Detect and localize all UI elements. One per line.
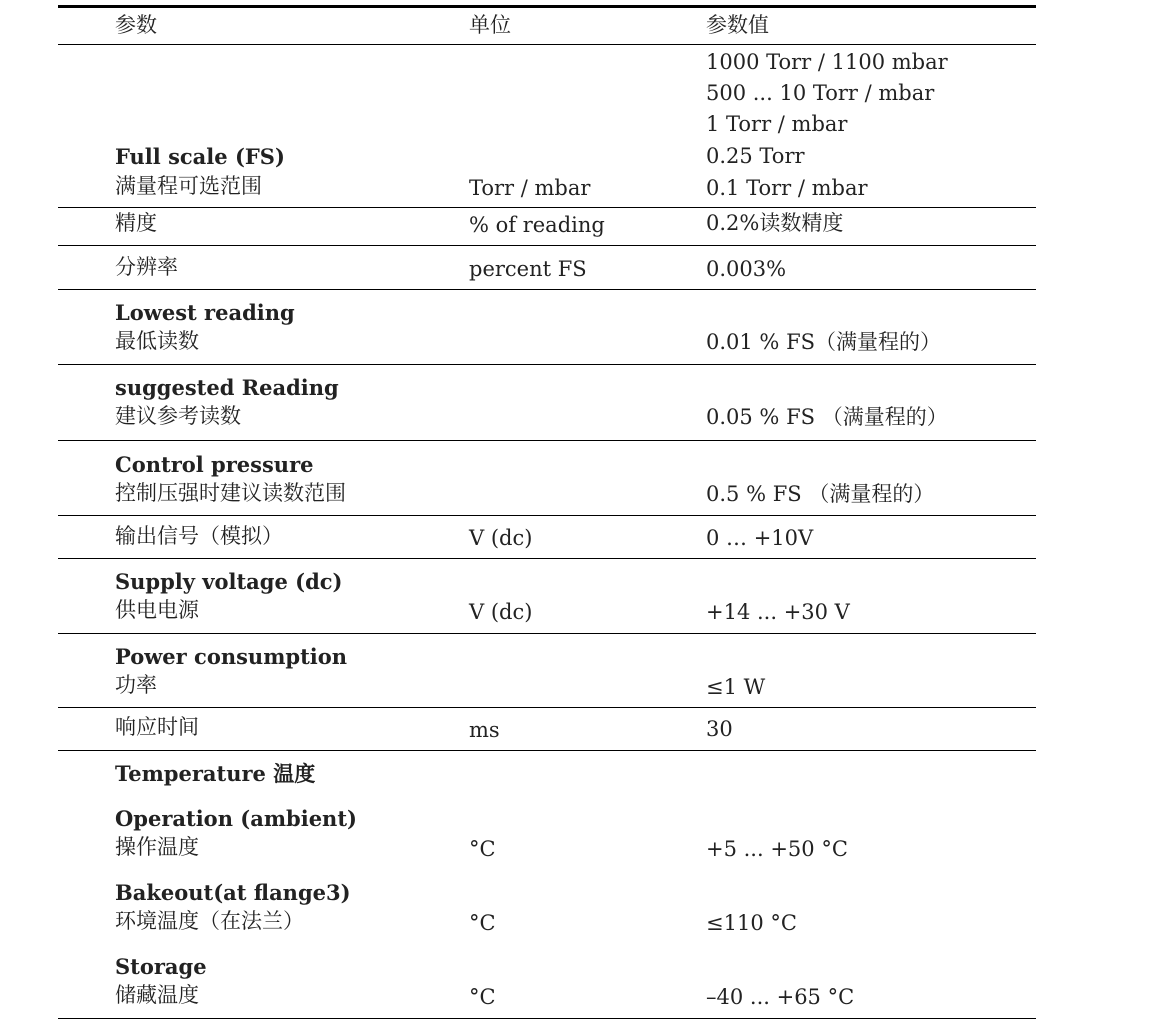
- table-row-temperature: [58, 751, 1036, 1019]
- table-row-power-consumption: [58, 634, 1036, 708]
- table-row-response-time: [58, 708, 1036, 751]
- operation-label-cn: 操作温度: [115, 835, 199, 859]
- storage-label-en: Storage: [115, 954, 207, 979]
- table-row-lowest-reading: [58, 290, 1036, 365]
- power-value: ≤1 W: [706, 675, 766, 699]
- suggested-reading-value: 0.05 % FS （满量程的）: [706, 405, 948, 429]
- resolution-label: 分辨率: [115, 255, 178, 279]
- temperature-title: Temperature 温度: [115, 761, 316, 786]
- table-row-full-scale: [58, 45, 1036, 208]
- bakeout-value: ≤110 °C: [706, 911, 797, 935]
- response-time-value: 30: [706, 717, 733, 741]
- suggested-reading-label-cn: 建议参考读数: [115, 404, 241, 428]
- bakeout-unit: °C: [469, 911, 496, 935]
- header-param: 参数: [115, 13, 157, 37]
- control-pressure-label-cn: 控制压强时建议读数范围: [115, 481, 346, 505]
- accuracy-label: 精度: [115, 211, 157, 235]
- full-scale-value-3: 1 Torr / mbar: [706, 112, 848, 136]
- bakeout-label-cn: 环境温度（在法兰）: [115, 909, 304, 933]
- accuracy-value: 0.2%读数精度: [706, 211, 844, 235]
- control-pressure-label-en: Control pressure: [115, 452, 314, 477]
- storage-label-cn: 储藏温度: [115, 983, 199, 1007]
- lowest-reading-label-en: Lowest reading: [115, 300, 295, 325]
- output-signal-unit: V (dc): [469, 526, 533, 550]
- response-time-unit: ms: [469, 718, 500, 742]
- table-row-output-signal: [58, 516, 1036, 559]
- output-signal-value: 0 … +10V: [706, 526, 814, 550]
- full-scale-value-2: 500 ... 10 Torr / mbar: [706, 81, 935, 105]
- suggested-reading-label-en: suggested Reading: [115, 375, 339, 400]
- storage-value: –40 ... +65 °C: [706, 985, 855, 1009]
- header-row: [58, 8, 1036, 45]
- table-row-suggested-reading: [58, 365, 1036, 441]
- full-scale-value-4: 0.25 Torr: [706, 144, 805, 168]
- power-label-en: Power consumption: [115, 644, 348, 669]
- output-signal-label: 输出信号（模拟）: [115, 524, 283, 548]
- table-row-resolution: [58, 246, 1036, 290]
- operation-unit: °C: [469, 837, 496, 861]
- storage-unit: °C: [469, 985, 496, 1009]
- header-unit: 单位: [469, 13, 511, 37]
- resolution-unit: percent FS: [469, 257, 587, 281]
- lowest-reading-value: 0.01 % FS（满量程的）: [706, 330, 942, 354]
- full-scale-label-en: Full scale (FS): [115, 144, 285, 169]
- operation-value: +5 ... +50 °C: [706, 837, 848, 861]
- control-pressure-value: 0.5 % FS （满量程的）: [706, 482, 935, 506]
- accuracy-unit: % of reading: [469, 213, 605, 237]
- table-row-control-pressure: [58, 441, 1036, 516]
- header-value: 参数值: [706, 13, 769, 37]
- resolution-value: 0.003%: [706, 257, 787, 281]
- supply-voltage-unit: V (dc): [469, 600, 533, 624]
- spec-table: [58, 5, 1036, 1019]
- table-row-accuracy: [58, 208, 1036, 246]
- full-scale-label-cn: 满量程可选范围: [115, 174, 262, 198]
- supply-voltage-label-en: Supply voltage (dc): [115, 569, 343, 594]
- operation-label-en: Operation (ambient): [115, 806, 357, 831]
- table-row-supply-voltage: [58, 559, 1036, 634]
- power-label-cn: 功率: [115, 673, 157, 697]
- lowest-reading-label-cn: 最低读数: [115, 329, 199, 353]
- supply-voltage-value: +14 ... +30 V: [706, 600, 850, 624]
- full-scale-value-5: 0.1 Torr / mbar: [706, 176, 868, 200]
- bakeout-label-en: Bakeout(at flange3): [115, 880, 351, 905]
- full-scale-unit: Torr / mbar: [469, 176, 591, 200]
- response-time-label: 响应时间: [115, 715, 199, 739]
- supply-voltage-label-cn: 供电电源: [115, 598, 199, 622]
- full-scale-value-1: 1000 Torr / 1100 mbar: [706, 50, 948, 74]
